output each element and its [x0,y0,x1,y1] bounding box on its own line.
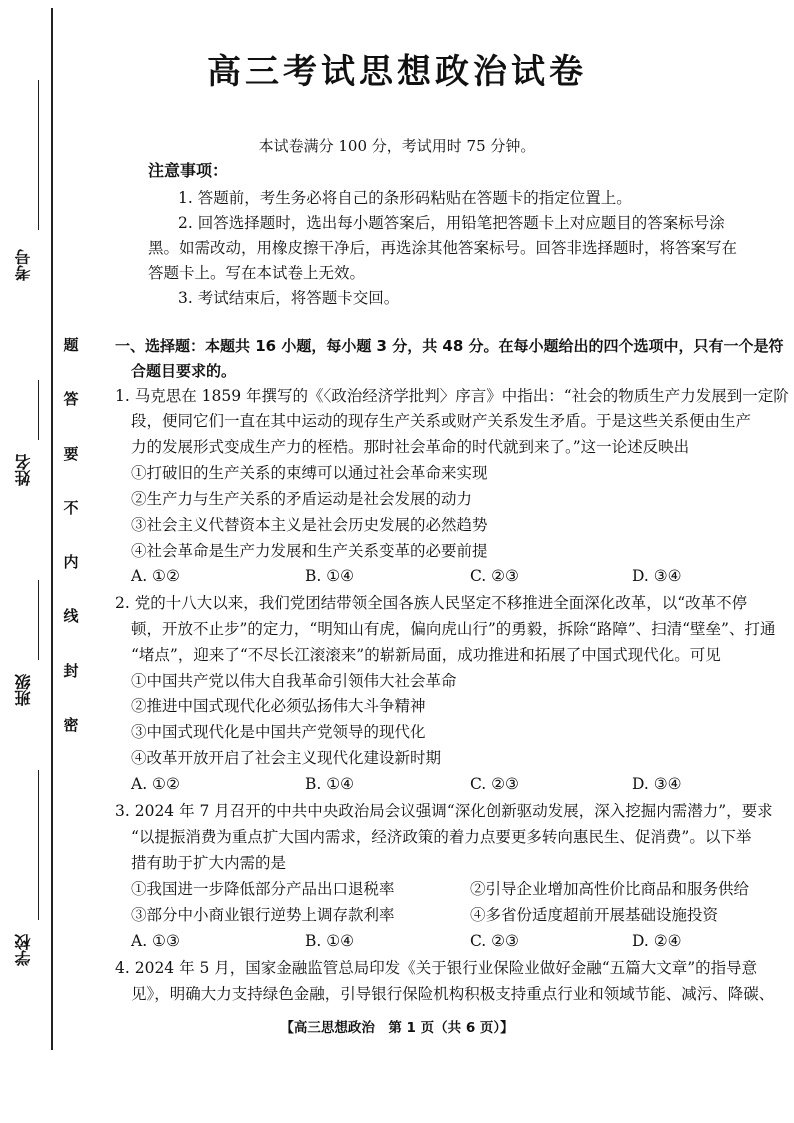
q3-item: ②引导企业增加高性价比商品和服务供给 [470,880,750,898]
seal-char: 不 [63,498,79,517]
class-rule [38,580,39,660]
binding-line [51,8,53,1050]
q1-item: ③社会主义代替资本主义是社会历史发展的必然趋势 [131,516,488,534]
subtitle: 本试卷满分 100 分，考试用时 75 分钟。 [258,137,536,155]
seal-char: 内 [63,553,79,572]
q1-option-a: A. ①② [131,567,180,585]
q3-stem: 3. 2024 年 7 月召开的中共中央政治局会议强调“深化创新驱动发展，深入挖掘内需潜力”，要求 [115,802,773,820]
q2-option-c: C. ②③ [470,775,519,793]
q2-item: ③中国式现代化是中国共产党领导的现代化 [131,723,426,741]
school-rule [38,770,39,920]
section-heading: 合题目要求的。 [131,362,237,380]
name-field [12,380,48,520]
q1-item: ①打破旧的生产关系的束缚可以通过社会革命来实现 [131,464,488,482]
page-footer: 【高三思想政治 第 1 页（共 6 页）】 [280,1020,514,1036]
exam-no-field [12,80,48,310]
q3-option-a: A. ①③ [131,932,180,950]
q1-stem: 段，便同它们一直在其中运动的现存生产关系或财产关系发生矛盾。于是这些关系便由生产 [131,412,752,430]
q2-item: ①中国共产党以伟大自我革命引领伟大社会革命 [131,672,457,690]
school-label: 学校 [14,934,33,966]
notes-line: 2. 回答选择题时，选出每小题答案后，用铅笔把答题卡上对应题目的答案标号涂 [178,214,725,232]
seal-line-text [60,336,82,734]
q3-item: ③部分中小商业银行逆势上调存款利率 [131,906,395,924]
notes-line: 1. 答题前，考生务必将自己的条形码粘贴在答题卡的指定位置上。 [178,189,632,207]
q1-item: ④社会革命是生产力发展和生产关系变革的必要前提 [131,542,488,560]
name-label: 姓名 [14,454,33,486]
seal-char: 答 [63,390,79,409]
school-field [12,770,48,980]
q2-item: ②推进中国式现代化必须弘扬伟大斗争精神 [131,697,426,715]
seal-char: 题 [63,336,79,354]
seal-char: 密 [63,715,79,734]
q3-option-b: B. ①④ [305,932,355,950]
q2-item: ④改革开放开启了社会主义现代化建设新时期 [131,749,442,767]
notes-line: 3. 考试结束后，将答题卡交回。 [178,289,400,307]
q3-option-d: D. ②④ [632,932,682,950]
q1-option-c: C. ②③ [470,567,519,585]
q2-stem: 2. 党的十八大以来，我们党团结带领全国各族人民坚定不移推进全面深化改革，以“改革不停 [115,594,748,612]
notes-line: 答题卡上。写在本试卷上无效。 [148,264,366,282]
class-label: 班级 [14,674,33,706]
section-heading: 一、选择题：本题共 16 小题，每小题 3 分，共 48 分。在每小题给出的四个选项中，只有一个是符 [115,337,784,355]
q3-item: ④多省份适度超前开展基础设施投资 [470,906,719,924]
notes-line: 黑。如需改动，用橡皮擦干净后，再选涂其他答案标号。回答非选择题时，将答案写在 [148,239,738,257]
exam-no-label: 考号 [14,249,33,281]
q3-item: ①我国进一步降低部分产品出口退税率 [131,880,395,898]
class-field [12,580,48,740]
seal-char: 要 [63,444,79,463]
page-title: 高三考试思想政治试卷 [207,52,587,92]
q3-option-c: C. ②③ [470,932,519,950]
q2-option-b: B. ①④ [305,775,355,793]
q4-stem: 4. 2024 年 5 月，国家金融监管总局印发《关于银行业保险业做好金融“五篇大文章”的指导意 [115,959,758,977]
q1-stem: 1. 马克思在 1859 年撰写的《〈政治经济学批判〉序言》中指出：“社会的物质生产力发展到一定阶 [115,387,789,405]
q1-item: ②生产力与生产关系的矛盾运动是社会发展的动力 [131,490,473,508]
seal-char: 线 [63,607,79,626]
name-rule [38,380,39,440]
q2-stem: “堵点”，迎来了“不尽长江滚滚来”的崭新局面，成功推进和拓展了中国式现代化。可见 [131,646,721,664]
seal-char: 封 [63,661,79,680]
q2-stem: 顿，开放不止步”的定力，“明知山有虎，偏向虎山行”的勇毅，拆除“路障”、扫清“壁垒”、打通 [131,620,776,638]
q2-option-a: A. ①② [131,775,180,793]
q1-stem: 力的发展形式变成生产力的桎梏。那时社会革命的时代就到来了。”这一论述反映出 [131,438,690,456]
q1-option-d: D. ③④ [632,567,682,585]
q1-option-b: B. ①④ [305,567,355,585]
q4-stem: 见》，明确大力支持绿色金融，引导银行保险机构积极支持重点行业和领域节能、减污、降碳、 [131,985,775,1003]
notes-heading: 注意事项： [148,161,229,180]
q3-stem: 措有助于扩大内需的是 [131,854,287,872]
q2-option-d: D. ③④ [632,775,682,793]
q3-stem: “以提振消费为重点扩大国内需求，经济政策的着力点要更多转向惠民生、促消费”。以下举 [131,828,752,846]
